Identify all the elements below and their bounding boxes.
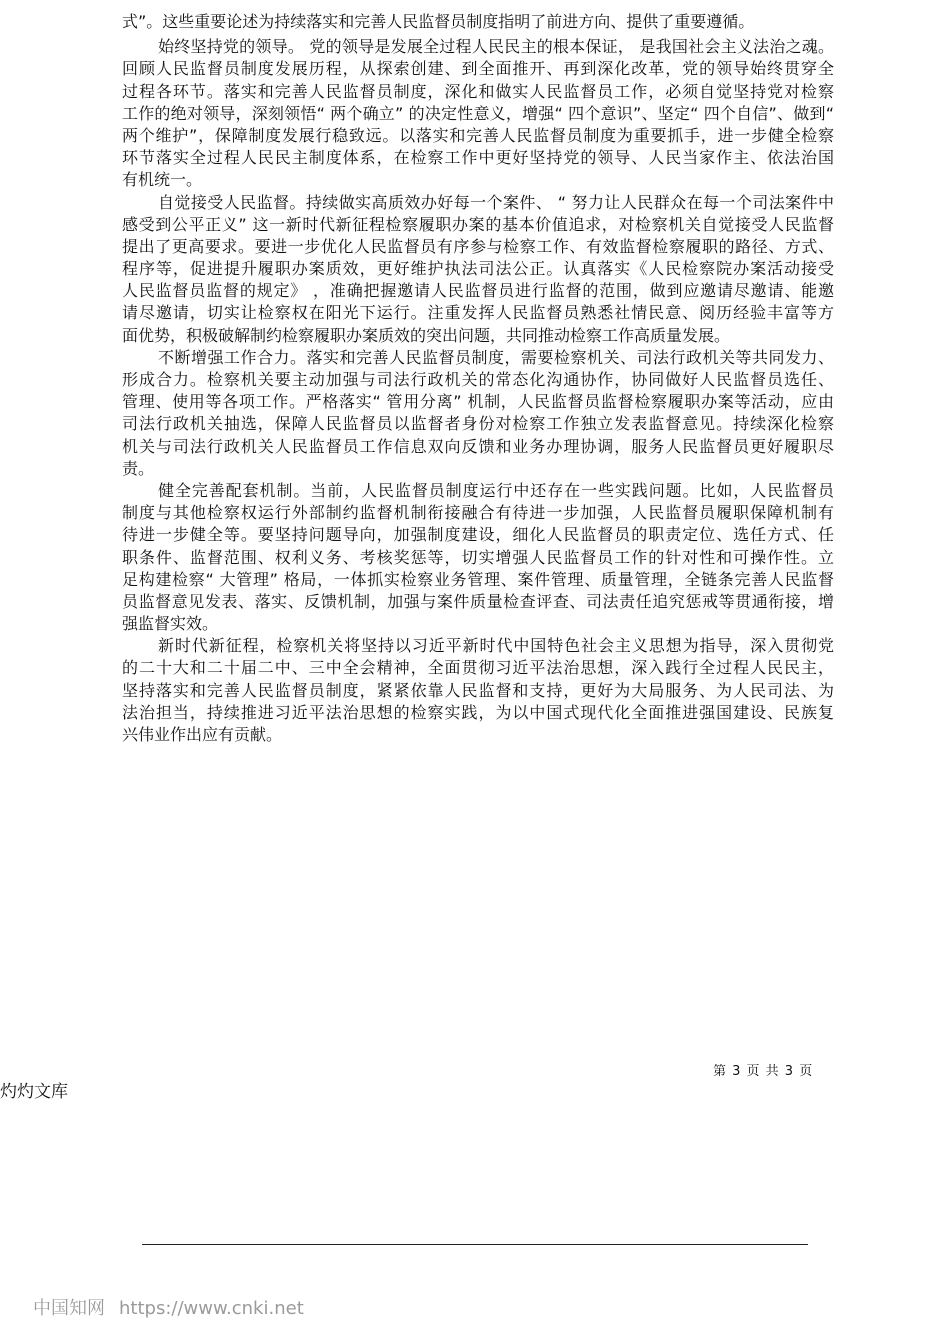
text-line: 环节落实全过程人民民主制度体系，在检察工作中更好坚持党的领导、人民当家作主、依法治国 (122, 148, 834, 168)
text-line: 请尽邀请，切实让检察权在阳光下运行。注重发挥人民监督员熟悉社情民意、阅历经验丰富等方 (122, 303, 834, 323)
paragraph (122, 480, 834, 635)
text-line: 职条件、监督范围、权利义务、考核奖惩等，切实增强人民监督员工作的针对性和可操作性。立 (122, 547, 834, 567)
text-line: 司法行政机关抽选，保障人民监督员以监督者身份对检察工作独立发表监督意见。持续深化检察 (122, 414, 834, 434)
text-line: 法治担当，持续推进习近平法治思想的检察实践，为以中国式现代化全面推进强国建设、民族复 (122, 702, 834, 722)
text-line: 管理、使用等各项工作。严格落实“ 管用分离” 机制，人民监督员监督检察履职办案等活动，应由 (122, 392, 834, 412)
text-line: 员监督意见发表、落实、反馈机制，加强与案件质量检查评查、司法责任追究惩戒等贯通衔接，增 (122, 591, 834, 611)
text-line: 有机统一。 (122, 170, 203, 190)
page-number: 第 3 页 共 3 页 (713, 1064, 814, 1079)
text-line: 坚持落实和完善人民监督员制度，紧紧依靠人民监督和支持，更好为大局服务、为人民司法、为 (122, 680, 834, 700)
paragraph (122, 635, 834, 746)
text-line: 新时代新征程，检察机关将坚持以习近平新时代中国特色社会主义思想为指导，深入贯彻党 (158, 636, 834, 656)
text-line: 两个维护”，保障制度发展行稳致远。以落实和完善人民监督员制度为重要抓手，进一步健全检察 (122, 125, 834, 145)
text-line: 式”。这些重要论述为持续落实和完善人民监督员制度指明了前进方向、提供了重要遵循。 (122, 12, 755, 31)
text-line: 感受到公平正义” 这一新时代新征程检察履职办案的基本价值追求，对检察机关自觉接受人民监督 (122, 214, 834, 234)
text-line: 不断增强工作合力。落实和完善人民监督员制度，需要检察机关、司法行政机关等共同发力、 (158, 347, 834, 367)
paragraph (122, 11, 834, 33)
text-line: 制度与其他检察权运行外部制约监督机制衔接融合有待进一步加强，人民监督员履职保障机制有 (122, 503, 834, 523)
text-line: 足构建检察“ 大管理” 格局，一体抓实检察业务管理、案件管理、质量管理，全链条完善人民监督 (122, 569, 834, 589)
cnki-url: https://www.cnki.net (119, 1298, 304, 1319)
text-line: 回顾人民监督员制度发展历程，从探索创建、到全面推开、再到深化改革，党的领导始终贯穿全 (122, 59, 834, 79)
text-line: 兴伟业作出应有贡献。 (122, 725, 283, 744)
text-line: 待进一步健全等。要坚持问题导向，加强制度建设，细化人民监督员的职责定位、选任方式、任 (122, 525, 834, 545)
text-line: 形成合力。检察机关要主动加强与司法行政机关的常态化沟通协作，协同做好人民监督员选任、 (122, 370, 834, 389)
cnki-name: 中国知网 (33, 1298, 105, 1319)
cnki-watermark (33, 1294, 318, 1320)
text-line: 健全完善配套机制。当前，人民监督员制度运行中还存在一些实践问题。比如，人民监督员 (158, 480, 834, 500)
document-body (122, 11, 834, 746)
paragraph (122, 347, 834, 480)
text-line: 机关与司法行政机关人民监督员工作信息双向反馈和业务办理协调，服务人民监督员更好履职尽 (122, 436, 834, 456)
text-line: 程序等，促进提升履职办案质效，更好维护执法司法公正。认真落实《人民检察院办案活动接受 (122, 259, 834, 279)
text-line: 人民监督员监督的规定》 ，准确把握邀请人民监督员进行监督的范围，做到应邀请尽邀请、能邀 (122, 281, 834, 301)
text-line: 的二十大和二十届二中、三中全会精神，全面贯彻习近平法治思想，深入践行全过程人民民主， (122, 658, 834, 678)
text-line: 强监督实效。 (122, 614, 219, 634)
text-line: 提出了更高要求。要进一步优化人民监督员有序参与检察工作、有效监督检察履职的路径、方式、 (122, 236, 834, 256)
text-line: 工作的绝对领导，深刻领悟“ 两个确立” 的决定性意义，增强“ 四个意识”、坚定“ 四个自信”、做到“ (122, 103, 834, 123)
library-name: 灼灼文库 (0, 1082, 68, 1102)
paragraph (122, 192, 834, 347)
text-line: 责。 (122, 458, 155, 478)
text-line: 过程各环节。落实和完善人民监督员制度，深化和做实人民监督员工作，必须自觉坚持党对检察 (122, 81, 834, 101)
paragraph (122, 36, 834, 191)
text-line: 始终坚持党的领导。 党的领导是发展全过程人民民主的根本保证， 是我国社会主义法治之魂。 (158, 37, 834, 57)
text-line: 自觉接受人民监督。持续做实高质效办好每一个案件、 “ 努力让人民群众在每一个司法案件中 (158, 192, 834, 212)
footer-divider (142, 1244, 808, 1245)
text-line: 面优势，积极破解制约检察履职办案质效的突出问题，共同推动检察工作高质量发展。 (122, 325, 731, 345)
